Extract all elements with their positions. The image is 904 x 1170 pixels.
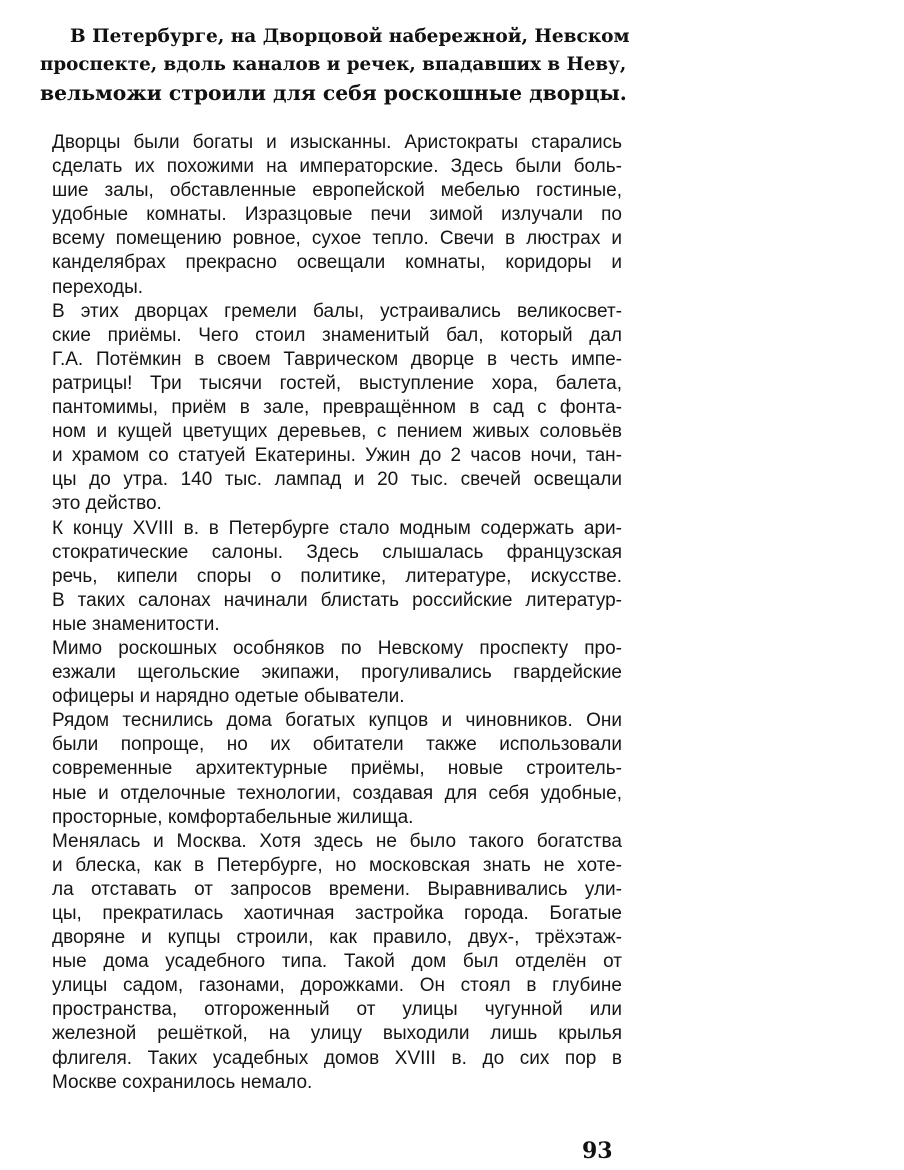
- paragraph-moscow: [52, 830, 622, 1095]
- paragraph-salons: [52, 517, 622, 637]
- intro-paragraph: [40, 23, 630, 107]
- text-line: стократические салоны. Здесь слышалась французская: [52, 541, 622, 563]
- text-line: В таких салонах начинали блистать российские литератур-: [52, 589, 622, 611]
- text-line: Г.А. Потёмкин в своем Таврическом дворце в честь импе-: [52, 348, 622, 370]
- intro-line: вельможи строили для себя роскошные дворцы.: [40, 81, 627, 105]
- text-line: цы, прекратилась хаотичная застройка города. Богатые: [52, 903, 622, 924]
- text-line: и храмом со статуей Екатерины. Ужин до 2 часов ночи, тан-: [52, 445, 622, 467]
- text-line: пространства, отгороженный от улицы чугунной или: [52, 999, 622, 1021]
- text-line: ла отставать от запросов времени. Выравнивались ули-: [52, 878, 622, 900]
- text-line: сделать их похожими на императорские. Здесь были боль-: [52, 156, 622, 178]
- text-line: Москве сохранилось немало.: [52, 1071, 313, 1093]
- text-line: В этих дворцах гремели балы, устраивались великосвет-: [52, 300, 622, 322]
- text-line: шие залы, обставленные европейской мебелью гостиные,: [52, 180, 622, 202]
- text-line: были попроще, но их обитатели также использовали: [52, 734, 622, 756]
- page-number: 93: [582, 1138, 613, 1164]
- text-line: это действо.: [52, 493, 162, 515]
- text-line: езжали щегольские экипажи, прогуливались гвардейские: [52, 662, 622, 684]
- text-line: современные архитектурные приёмы, новые строитель-: [52, 758, 622, 780]
- text-line: и блеска, как в Петербурге, но московская знать не хоте-: [52, 854, 622, 876]
- text-line: цы до утра. 140 тыс. лампад и 20 тыс. свечей освещали: [52, 469, 622, 491]
- paragraph-nevsky: [52, 637, 622, 709]
- text-line: ном и кущей цветущих деревьев, с пением живых соловьёв: [52, 421, 622, 443]
- text-line: железной решёткой, на улицу выходили лишь крылья: [52, 1023, 622, 1045]
- text-line: пантомимы, приём в зале, превращённом в сад с фонта-: [52, 397, 622, 419]
- intro-line: В Петербурге, на Дворцовой набережной, Невском: [70, 26, 630, 47]
- text-line: офицеры и нарядно одетые обыватели.: [52, 686, 405, 708]
- text-line: улицы садом, газонами, дорожками. Он стоял в глубине: [52, 975, 622, 997]
- paragraph-balls: [52, 300, 622, 517]
- text-line: Мимо роскошных особняков по Невскому проспекту про-: [52, 637, 622, 659]
- body-text: [52, 131, 622, 1095]
- text-line: переходы.: [52, 276, 144, 298]
- text-line: ные и отделочные технологии, создавая для себя удобные,: [52, 782, 622, 804]
- text-line: Рядом теснились дома богатых купцов и чиновников. Они: [52, 710, 622, 732]
- text-line: ские приёмы. Чего стоил знаменитый бал, который дал: [52, 324, 622, 346]
- text-line: речь, кипели споры о политике, литературе, искусстве.: [52, 565, 622, 587]
- text-line: дворяне и купцы строили, как правило, двух-, трёхэтаж-: [52, 927, 622, 949]
- text-line: просторные, комфортабельные жилища.: [52, 806, 414, 828]
- text-line: канделябрах прекрасно освещали комнаты, коридоры и: [52, 252, 622, 274]
- text-line: флигеля. Таких усадебных домов XVIII в. до сих пор в: [52, 1047, 622, 1069]
- text-line: удобные комнаты. Изразцовые печи зимой излучали по: [52, 204, 622, 226]
- text-line: ные знаменитости.: [52, 613, 220, 635]
- paragraph-palaces: [52, 131, 622, 300]
- text-line: всему помещению ровное, сухое тепло. Свечи в люстрах и: [52, 228, 622, 250]
- text-line: Дворцы были богаты и изысканны. Аристократы старались: [52, 132, 622, 153]
- paragraph-merchants: [52, 709, 622, 829]
- intro-line: проспекте, вдоль каналов и речек, впадавших в Неву,: [40, 54, 627, 75]
- text-line: К концу XVIII в. в Петербурге стало модным содержать ари-: [52, 517, 622, 539]
- text-line: ные дома усадебного типа. Такой дом был отделён от: [52, 951, 622, 973]
- text-line: Менялась и Москва. Хотя здесь не было такого богатства: [52, 830, 622, 852]
- text-line: ратрицы! Три тысячи гостей, выступление хора, балета,: [52, 372, 622, 394]
